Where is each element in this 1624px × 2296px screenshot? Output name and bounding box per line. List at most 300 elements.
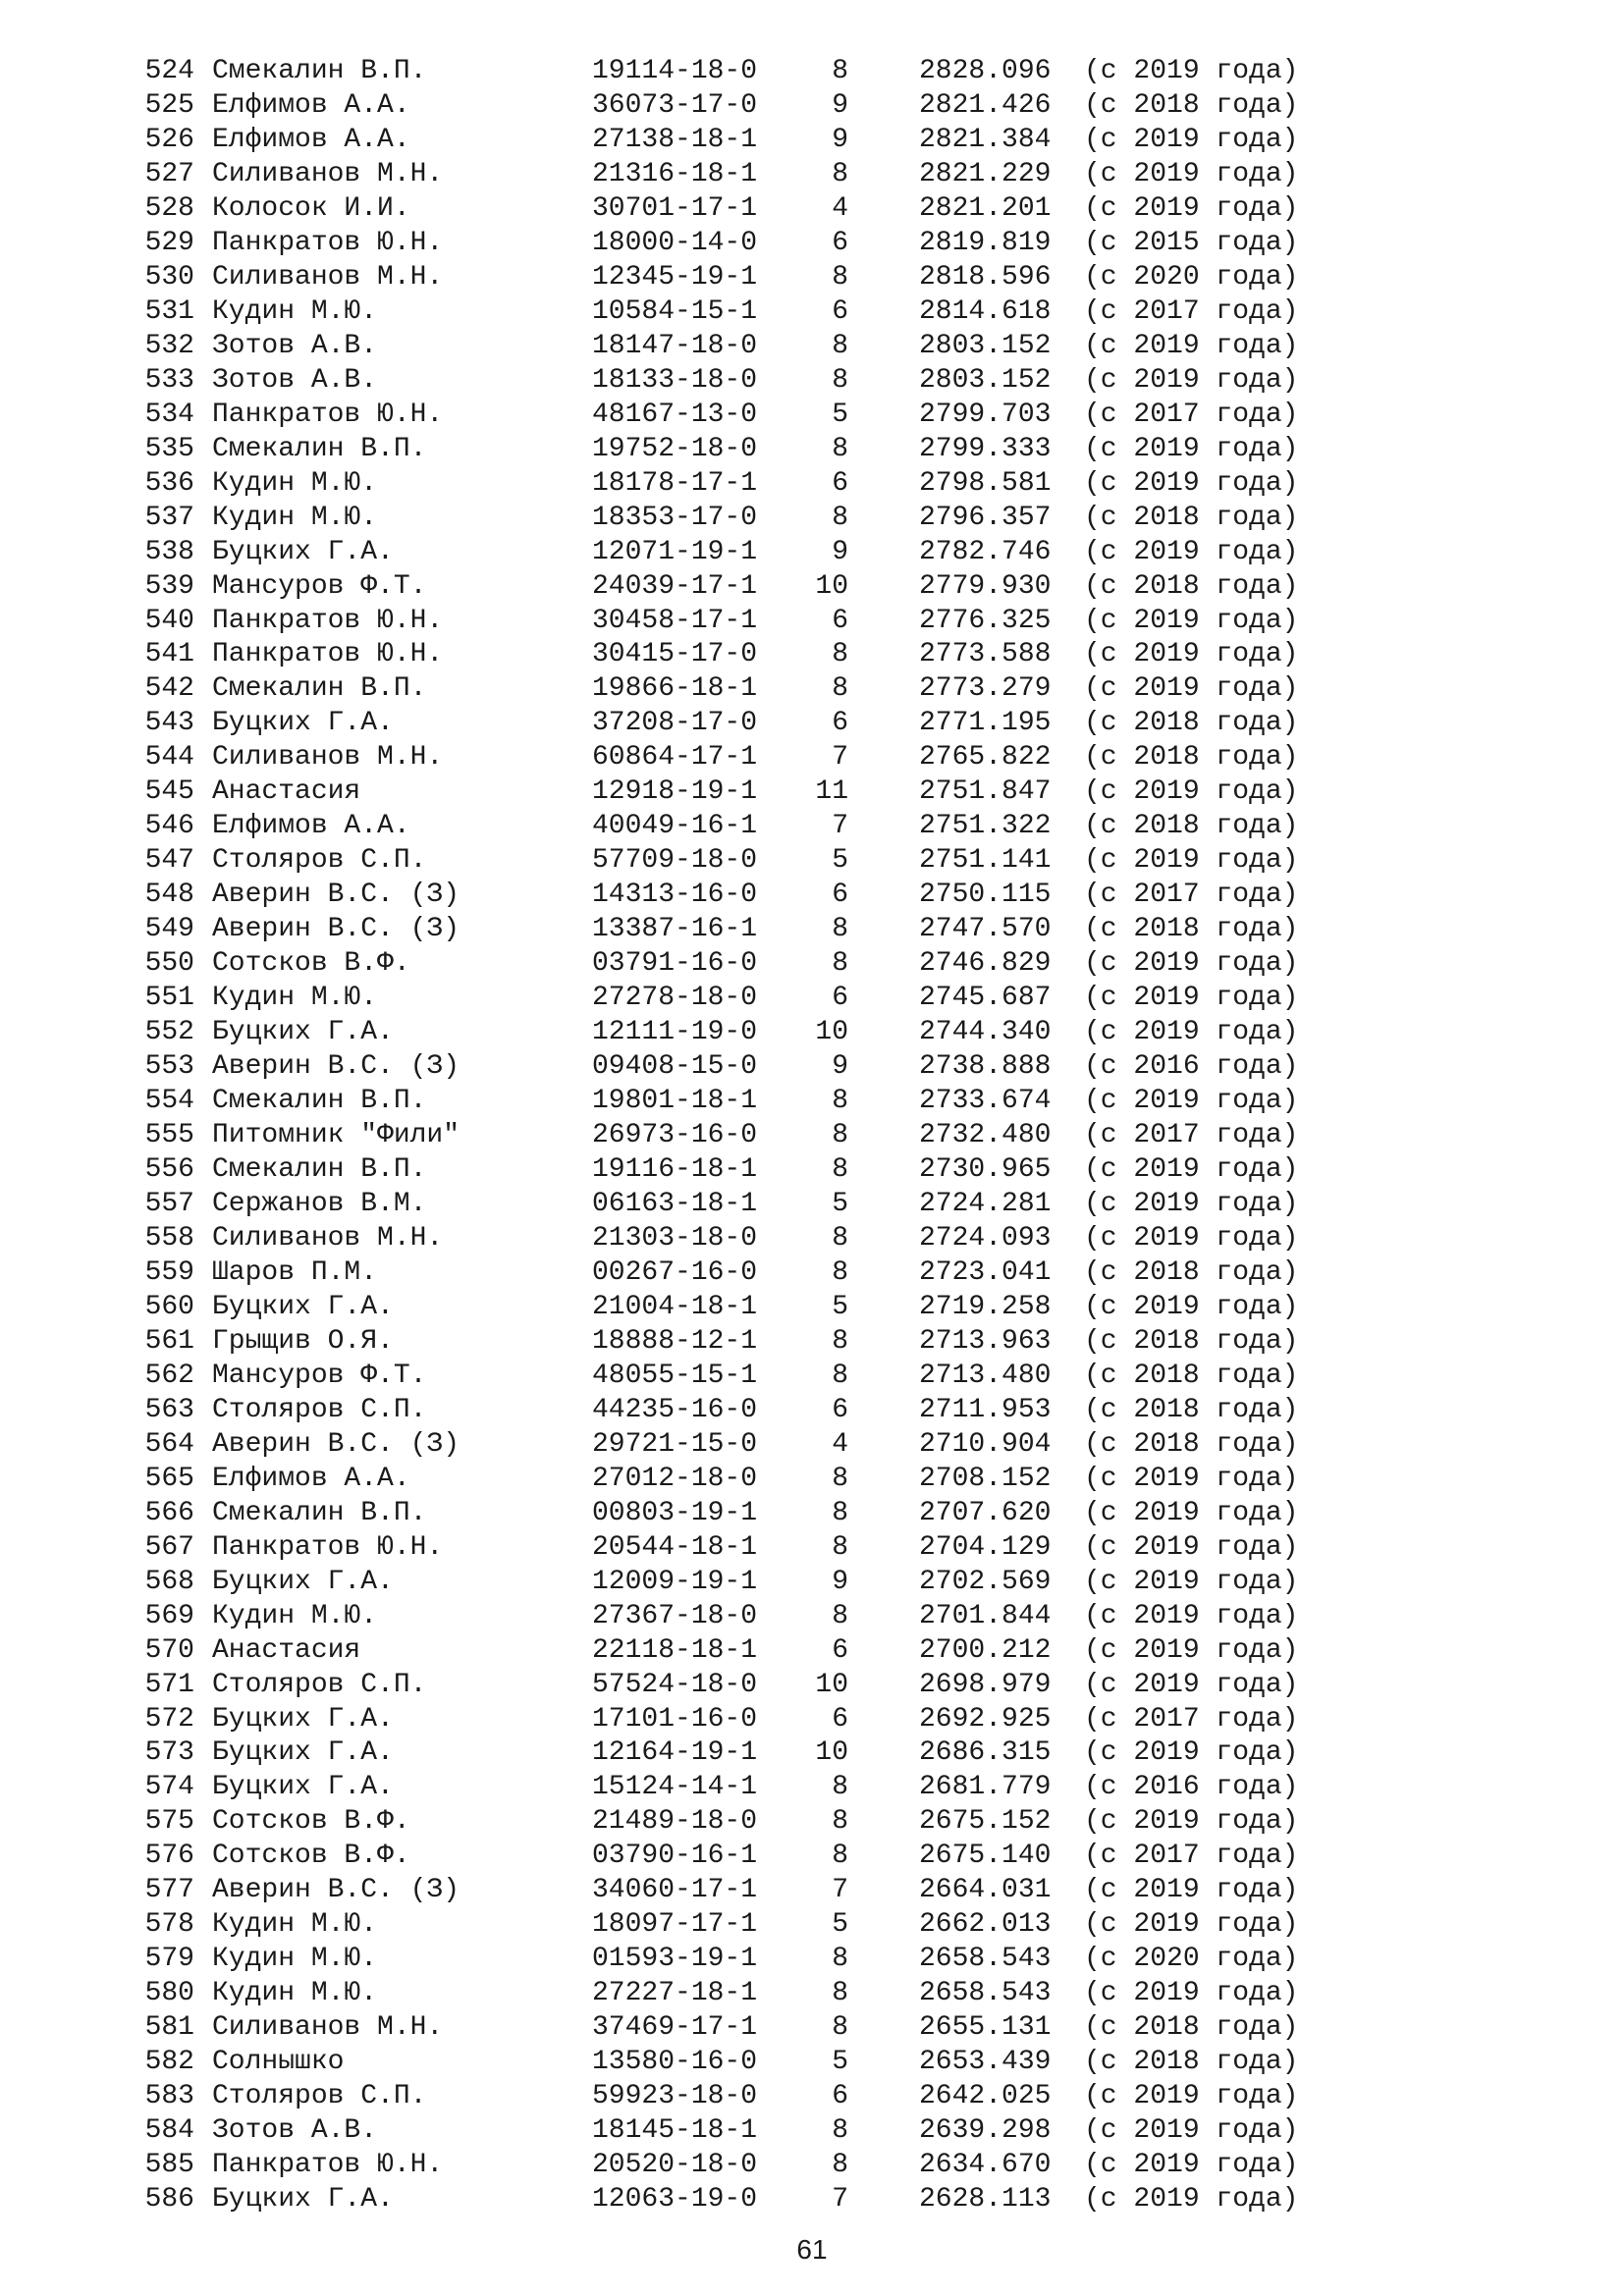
owner-name-cell: Елфимов А.А. xyxy=(212,89,410,121)
rank-cell: 530 xyxy=(144,261,194,293)
since-year-cell: (с 2019 года) xyxy=(1084,2081,1299,2112)
table-row xyxy=(141,775,1418,810)
registration-number-cell: 19116-18-1 xyxy=(592,1154,758,1185)
score-cell: 2733.674 xyxy=(919,1086,1052,1117)
count-cell: 8 xyxy=(832,1978,848,2009)
since-year-cell: (с 2017 года) xyxy=(1084,399,1299,430)
rank-cell: 564 xyxy=(144,1428,194,1460)
owner-name-cell: Панкратов Ю.Н. xyxy=(212,227,444,258)
since-year-cell: (с 2019 года) xyxy=(1084,158,1299,189)
count-cell: 9 xyxy=(832,1566,848,1597)
rank-cell: 528 xyxy=(144,192,194,224)
score-cell: 2730.965 xyxy=(919,1154,1052,1185)
count-cell: 6 xyxy=(832,1394,848,1425)
count-cell: 6 xyxy=(832,708,848,739)
rank-cell: 582 xyxy=(144,2047,194,2078)
score-cell: 2713.480 xyxy=(919,1360,1052,1391)
rank-cell: 536 xyxy=(144,467,194,499)
owner-name-cell: Буцких Г.А. xyxy=(212,708,394,739)
since-year-cell: (с 2019 года) xyxy=(1084,1188,1299,1219)
registration-number-cell: 12063-19-0 xyxy=(592,2184,758,2216)
rank-cell: 539 xyxy=(144,570,194,602)
owner-name-cell: Кудин М.Ю. xyxy=(212,502,378,533)
owner-name-cell: Сотсков В.Ф. xyxy=(212,1806,410,1838)
count-cell: 6 xyxy=(832,605,848,636)
owner-name-cell: Смекалин В.П. xyxy=(212,673,427,705)
since-year-cell: (с 2018 года) xyxy=(1084,2012,1299,2044)
rank-cell: 537 xyxy=(144,502,194,533)
table-row xyxy=(141,433,1418,467)
registration-number-cell: 20520-18-0 xyxy=(592,2150,758,2181)
registration-number-cell: 59923-18-0 xyxy=(592,2081,758,2112)
table-row xyxy=(141,2114,1418,2149)
owner-name-cell: Силиванов М.Н. xyxy=(212,742,444,774)
table-row xyxy=(141,502,1418,536)
table-row xyxy=(141,2046,1418,2080)
count-cell: 8 xyxy=(832,673,848,705)
registration-number-cell: 19866-18-1 xyxy=(592,673,758,705)
count-cell: 8 xyxy=(832,1497,848,1528)
since-year-cell: (с 2017 года) xyxy=(1084,1120,1299,1151)
registration-number-cell: 21489-18-0 xyxy=(592,1806,758,1838)
count-cell: 8 xyxy=(832,914,848,945)
table-row xyxy=(141,399,1418,433)
score-cell: 2818.596 xyxy=(919,261,1052,293)
rank-cell: 548 xyxy=(144,880,194,911)
score-cell: 2821.229 xyxy=(919,158,1052,189)
registration-number-cell: 22118-18-1 xyxy=(592,1634,758,1666)
count-cell: 7 xyxy=(832,1875,848,1906)
owner-name-cell: Столяров С.П. xyxy=(212,2081,427,2112)
owner-name-cell: Буцких Г.А. xyxy=(212,1291,394,1322)
registration-number-cell: 12918-19-1 xyxy=(592,776,758,808)
score-cell: 2744.340 xyxy=(919,1017,1052,1048)
owner-name-cell: Столяров С.П. xyxy=(212,845,427,877)
score-cell: 2798.581 xyxy=(919,467,1052,499)
owner-name-cell: Колосок И.И. xyxy=(212,192,410,224)
owner-name-cell: Кудин М.Ю. xyxy=(212,1944,378,1975)
score-cell: 2711.953 xyxy=(919,1394,1052,1425)
table-row xyxy=(141,1840,1418,1874)
registration-number-cell: 12164-19-1 xyxy=(592,1737,758,1769)
since-year-cell: (с 2019 года) xyxy=(1084,1497,1299,1528)
owner-name-cell: Грыщив О.Я. xyxy=(212,1325,394,1357)
table-row xyxy=(141,1428,1418,1463)
score-cell: 2702.569 xyxy=(919,1566,1052,1597)
score-cell: 2821.201 xyxy=(919,192,1052,224)
registration-number-cell: 48167-13-0 xyxy=(592,399,758,430)
owner-name-cell: Буцких Г.А. xyxy=(212,536,394,567)
registration-number-cell: 30701-17-1 xyxy=(592,192,758,224)
count-cell: 7 xyxy=(832,811,848,842)
rank-cell: 577 xyxy=(144,1875,194,1906)
count-cell: 8 xyxy=(832,330,848,361)
score-cell: 2799.703 xyxy=(919,399,1052,430)
rank-cell: 543 xyxy=(144,708,194,739)
score-cell: 2765.822 xyxy=(919,742,1052,774)
registration-number-cell: 27227-18-1 xyxy=(592,1978,758,2009)
table-row xyxy=(141,536,1418,570)
rank-cell: 580 xyxy=(144,1978,194,2009)
rank-cell: 552 xyxy=(144,1017,194,1048)
registration-number-cell: 18133-18-0 xyxy=(592,364,758,396)
count-cell: 6 xyxy=(832,983,848,1014)
owner-name-cell: Смекалин В.П. xyxy=(212,1086,427,1117)
count-cell: 5 xyxy=(832,1188,848,1219)
since-year-cell: (с 2019 года) xyxy=(1084,948,1299,980)
since-year-cell: (с 2018 года) xyxy=(1084,1325,1299,1357)
since-year-cell: (с 2020 года) xyxy=(1084,1944,1299,1975)
table-row xyxy=(141,1977,1418,2011)
registration-number-cell: 21004-18-1 xyxy=(592,1291,758,1322)
registration-number-cell: 13387-16-1 xyxy=(592,914,758,945)
registration-number-cell: 27138-18-1 xyxy=(592,124,758,155)
since-year-cell: (с 2019 года) xyxy=(1084,1154,1299,1185)
score-cell: 2658.543 xyxy=(919,1944,1052,1975)
since-year-cell: (с 2019 года) xyxy=(1084,1737,1299,1769)
count-cell: 8 xyxy=(832,1531,848,1563)
owner-name-cell: Столяров С.П. xyxy=(212,1669,427,1700)
table-row xyxy=(141,1016,1418,1050)
score-cell: 2675.140 xyxy=(919,1841,1052,1872)
count-cell: 6 xyxy=(832,2081,848,2112)
count-cell: 8 xyxy=(832,1772,848,1803)
since-year-cell: (с 2019 года) xyxy=(1084,1566,1299,1597)
score-cell: 2796.357 xyxy=(919,502,1052,533)
rank-cell: 551 xyxy=(144,983,194,1014)
rank-cell: 567 xyxy=(144,1531,194,1563)
rank-cell: 566 xyxy=(144,1497,194,1528)
registration-number-cell: 03790-16-1 xyxy=(592,1841,758,1872)
table-row xyxy=(141,1256,1418,1291)
owner-name-cell: Панкратов Ю.Н. xyxy=(212,399,444,430)
table-row xyxy=(141,605,1418,639)
score-cell: 2732.480 xyxy=(919,1120,1052,1151)
owner-name-cell: Буцких Г.А. xyxy=(212,1772,394,1803)
owner-name-cell: Аверин В.С. (З) xyxy=(212,880,460,911)
rank-cell: 585 xyxy=(144,2150,194,2181)
owner-name-cell: Буцких Г.А. xyxy=(212,2184,394,2216)
score-cell: 2723.041 xyxy=(919,1256,1052,1288)
table-row xyxy=(141,1394,1418,1428)
table-row xyxy=(141,570,1418,605)
since-year-cell: (с 2019 года) xyxy=(1084,673,1299,705)
owner-name-cell: Силиванов М.Н. xyxy=(212,1222,444,1254)
ranking-table xyxy=(141,55,1418,2217)
owner-name-cell: Панкратов Ю.Н. xyxy=(212,1531,444,1563)
registration-number-cell: 34060-17-1 xyxy=(592,1875,758,1906)
count-cell: 7 xyxy=(832,2184,848,2216)
since-year-cell: (с 2018 года) xyxy=(1084,914,1299,945)
owner-name-cell: Смекалин В.П. xyxy=(212,433,427,464)
rank-cell: 529 xyxy=(144,227,194,258)
table-row xyxy=(141,2080,1418,2114)
since-year-cell: (с 2019 года) xyxy=(1084,433,1299,464)
since-year-cell: (с 2019 года) xyxy=(1084,983,1299,1014)
registration-number-cell: 20544-18-1 xyxy=(592,1531,758,1563)
count-cell: 6 xyxy=(832,1703,848,1735)
owner-name-cell: Сотсков В.Ф. xyxy=(212,948,410,980)
count-cell: 10 xyxy=(815,1017,848,1048)
count-cell: 8 xyxy=(832,364,848,396)
rank-cell: 535 xyxy=(144,433,194,464)
registration-number-cell: 44235-16-0 xyxy=(592,1394,758,1425)
table-row xyxy=(141,1908,1418,1943)
score-cell: 2701.844 xyxy=(919,1600,1052,1631)
count-cell: 8 xyxy=(832,1325,848,1357)
table-row xyxy=(141,1874,1418,1908)
count-cell: 5 xyxy=(832,1909,848,1941)
table-row xyxy=(141,261,1418,295)
score-cell: 2710.904 xyxy=(919,1428,1052,1460)
score-cell: 2664.031 xyxy=(919,1875,1052,1906)
score-cell: 2751.141 xyxy=(919,845,1052,877)
score-cell: 2773.279 xyxy=(919,673,1052,705)
rank-cell: 584 xyxy=(144,2115,194,2147)
registration-number-cell: 12345-19-1 xyxy=(592,261,758,293)
count-cell: 4 xyxy=(832,192,848,224)
table-row xyxy=(141,1669,1418,1703)
owner-name-cell: Буцких Г.А. xyxy=(212,1737,394,1769)
count-cell: 5 xyxy=(832,399,848,430)
rank-cell: 553 xyxy=(144,1051,194,1083)
since-year-cell: (с 2019 года) xyxy=(1084,1875,1299,1906)
registration-number-cell: 18353-17-0 xyxy=(592,502,758,533)
registration-number-cell: 27367-18-0 xyxy=(592,1600,758,1631)
count-cell: 8 xyxy=(832,1256,848,1288)
table-row xyxy=(141,1188,1418,1222)
since-year-cell: (с 2019 года) xyxy=(1084,1086,1299,1117)
table-row xyxy=(141,227,1418,261)
since-year-cell: (с 2016 года) xyxy=(1084,1051,1299,1083)
owner-name-cell: Панкратов Ю.Н. xyxy=(212,605,444,636)
count-cell: 8 xyxy=(832,1222,848,1254)
count-cell: 8 xyxy=(832,1944,848,1975)
count-cell: 8 xyxy=(832,502,848,533)
registration-number-cell: 12111-19-0 xyxy=(592,1017,758,1048)
table-row xyxy=(141,89,1418,124)
since-year-cell: (с 2019 года) xyxy=(1084,124,1299,155)
rank-cell: 549 xyxy=(144,914,194,945)
owner-name-cell: Столяров С.П. xyxy=(212,1394,427,1425)
registration-number-cell: 19752-18-0 xyxy=(592,433,758,464)
rank-cell: 559 xyxy=(144,1256,194,1288)
count-cell: 8 xyxy=(832,2150,848,2181)
owner-name-cell: Смекалин В.П. xyxy=(212,1497,427,1528)
registration-number-cell: 60864-17-1 xyxy=(592,742,758,774)
rank-cell: 546 xyxy=(144,811,194,842)
rank-cell: 579 xyxy=(144,1944,194,1975)
rank-cell: 547 xyxy=(144,845,194,877)
owner-name-cell: Аверин В.С. (З) xyxy=(212,1428,460,1460)
since-year-cell: (с 2019 года) xyxy=(1084,1669,1299,1700)
count-cell: 8 xyxy=(832,1463,848,1494)
score-cell: 2708.152 xyxy=(919,1463,1052,1494)
table-row xyxy=(141,741,1418,775)
owner-name-cell: Сержанов В.М. xyxy=(212,1188,427,1219)
score-cell: 2719.258 xyxy=(919,1291,1052,1322)
rank-cell: 531 xyxy=(144,295,194,327)
since-year-cell: (с 2019 года) xyxy=(1084,330,1299,361)
since-year-cell: (с 2018 года) xyxy=(1084,1360,1299,1391)
registration-number-cell: 10584-15-1 xyxy=(592,295,758,327)
registration-number-cell: 48055-15-1 xyxy=(592,1360,758,1391)
table-row xyxy=(141,1736,1418,1771)
rank-cell: 527 xyxy=(144,158,194,189)
score-cell: 2662.013 xyxy=(919,1909,1052,1941)
count-cell: 6 xyxy=(832,1634,848,1666)
since-year-cell: (с 2019 года) xyxy=(1084,1017,1299,1048)
score-cell: 2704.129 xyxy=(919,1531,1052,1563)
owner-name-cell: Силиванов М.Н. xyxy=(212,261,444,293)
rank-cell: 576 xyxy=(144,1841,194,1872)
registration-number-cell: 30415-17-0 xyxy=(592,639,758,670)
owner-name-cell: Мансуров Ф.Т. xyxy=(212,1360,427,1391)
score-cell: 2782.746 xyxy=(919,536,1052,567)
rank-cell: 540 xyxy=(144,605,194,636)
rank-cell: 526 xyxy=(144,124,194,155)
table-row xyxy=(141,672,1418,707)
rank-cell: 562 xyxy=(144,1360,194,1391)
rank-cell: 554 xyxy=(144,1086,194,1117)
score-cell: 2776.325 xyxy=(919,605,1052,636)
rank-cell: 560 xyxy=(144,1291,194,1322)
rank-cell: 541 xyxy=(144,639,194,670)
count-cell: 6 xyxy=(832,880,848,911)
count-cell: 8 xyxy=(832,1120,848,1151)
since-year-cell: (с 2019 года) xyxy=(1084,776,1299,808)
owner-name-cell: Елфимов А.А. xyxy=(212,811,410,842)
owner-name-cell: Кудин М.Ю. xyxy=(212,1978,378,2009)
table-row xyxy=(141,1771,1418,1805)
registration-number-cell: 01593-19-1 xyxy=(592,1944,758,1975)
table-row xyxy=(141,1222,1418,1256)
count-cell: 10 xyxy=(815,570,848,602)
score-cell: 2675.152 xyxy=(919,1806,1052,1838)
since-year-cell: (с 2019 года) xyxy=(1084,1222,1299,1254)
count-cell: 8 xyxy=(832,2012,848,2044)
table-row xyxy=(141,844,1418,879)
count-cell: 8 xyxy=(832,158,848,189)
rank-cell: 583 xyxy=(144,2081,194,2112)
registration-number-cell: 14313-16-0 xyxy=(592,880,758,911)
owner-name-cell: Панкратов Ю.Н. xyxy=(212,639,444,670)
since-year-cell: (с 2019 года) xyxy=(1084,1909,1299,1941)
owner-name-cell: Аверин В.С. (З) xyxy=(212,1051,460,1083)
count-cell: 8 xyxy=(832,56,848,86)
since-year-cell: (с 2018 года) xyxy=(1084,2047,1299,2078)
rank-cell: 586 xyxy=(144,2184,194,2216)
table-row xyxy=(141,1360,1418,1394)
score-cell: 2653.439 xyxy=(919,2047,1052,2078)
score-cell: 2821.384 xyxy=(919,124,1052,155)
registration-number-cell: 30458-17-1 xyxy=(592,605,758,636)
registration-number-cell: 27012-18-0 xyxy=(592,1463,758,1494)
owner-name-cell: Буцких Г.А. xyxy=(212,1566,394,1597)
since-year-cell: (с 2018 года) xyxy=(1084,1256,1299,1288)
owner-name-cell: Смекалин В.П. xyxy=(212,1154,427,1185)
rank-cell: 556 xyxy=(144,1154,194,1185)
rank-cell: 575 xyxy=(144,1806,194,1838)
table-row xyxy=(141,1805,1418,1840)
score-cell: 2692.925 xyxy=(919,1703,1052,1735)
registration-number-cell: 18097-17-1 xyxy=(592,1909,758,1941)
count-cell: 5 xyxy=(832,845,848,877)
rank-cell: 570 xyxy=(144,1634,194,1666)
rank-cell: 555 xyxy=(144,1120,194,1151)
owner-name-cell: Анастасия xyxy=(212,1634,361,1666)
table-row xyxy=(141,1600,1418,1634)
since-year-cell: (с 2017 года) xyxy=(1084,1703,1299,1735)
registration-number-cell: 26973-16-0 xyxy=(592,1120,758,1151)
count-cell: 6 xyxy=(832,467,848,499)
rank-cell: 550 xyxy=(144,948,194,980)
since-year-cell: (с 2018 года) xyxy=(1084,1394,1299,1425)
owner-name-cell: Кудин М.Ю. xyxy=(212,295,378,327)
table-row xyxy=(141,1463,1418,1497)
table-row xyxy=(141,1531,1418,1566)
since-year-cell: (с 2019 года) xyxy=(1084,639,1299,670)
owner-name-cell: Буцких Г.А. xyxy=(212,1703,394,1735)
since-year-cell: (с 2017 года) xyxy=(1084,880,1299,911)
rank-cell: 572 xyxy=(144,1703,194,1735)
registration-number-cell: 29721-15-0 xyxy=(592,1428,758,1460)
registration-number-cell: 19801-18-1 xyxy=(592,1086,758,1117)
count-cell: 9 xyxy=(832,124,848,155)
registration-number-cell: 17101-16-0 xyxy=(592,1703,758,1735)
since-year-cell: (с 2018 года) xyxy=(1084,811,1299,842)
score-cell: 2779.930 xyxy=(919,570,1052,602)
owner-name-cell: Силиванов М.Н. xyxy=(212,2012,444,2044)
table-row xyxy=(141,2183,1418,2217)
table-row xyxy=(141,982,1418,1016)
owner-name-cell: Кудин М.Ю. xyxy=(212,1600,378,1631)
registration-number-cell: 19114-18-0 xyxy=(592,56,758,86)
table-row xyxy=(141,1050,1418,1085)
registration-number-cell: 03791-16-0 xyxy=(592,948,758,980)
count-cell: 6 xyxy=(832,295,848,327)
count-cell: 10 xyxy=(815,1669,848,1700)
score-cell: 2750.115 xyxy=(919,880,1052,911)
owner-name-cell: Елфимов А.А. xyxy=(212,1463,410,1494)
registration-number-cell: 27278-18-0 xyxy=(592,983,758,1014)
rank-cell: 534 xyxy=(144,399,194,430)
table-row xyxy=(141,2011,1418,2046)
page-number: 61 xyxy=(796,2234,828,2265)
owner-name-cell: Аверин В.С. (З) xyxy=(212,914,460,945)
owner-name-cell: Солнышко xyxy=(212,2047,345,2078)
owner-name-cell: Зотов А.В. xyxy=(212,364,378,396)
owner-name-cell: Кудин М.Ю. xyxy=(212,1909,378,1941)
since-year-cell: (с 2019 года) xyxy=(1084,605,1299,636)
table-row xyxy=(141,1566,1418,1600)
since-year-cell: (с 2019 года) xyxy=(1084,1531,1299,1563)
count-cell: 8 xyxy=(832,1841,848,1872)
score-cell: 2642.025 xyxy=(919,2081,1052,2112)
since-year-cell: (с 2017 года) xyxy=(1084,295,1299,327)
rank-cell: 574 xyxy=(144,1772,194,1803)
count-cell: 5 xyxy=(832,1291,848,1322)
table-row xyxy=(141,467,1418,502)
registration-number-cell: 12009-19-1 xyxy=(592,1566,758,1597)
table-row xyxy=(141,638,1418,672)
since-year-cell: (с 2019 года) xyxy=(1084,1806,1299,1838)
registration-number-cell: 13580-16-0 xyxy=(592,2047,758,2078)
count-cell: 8 xyxy=(832,1806,848,1838)
table-row xyxy=(141,1085,1418,1119)
registration-number-cell: 18145-18-1 xyxy=(592,2115,758,2147)
score-cell: 2803.152 xyxy=(919,330,1052,361)
